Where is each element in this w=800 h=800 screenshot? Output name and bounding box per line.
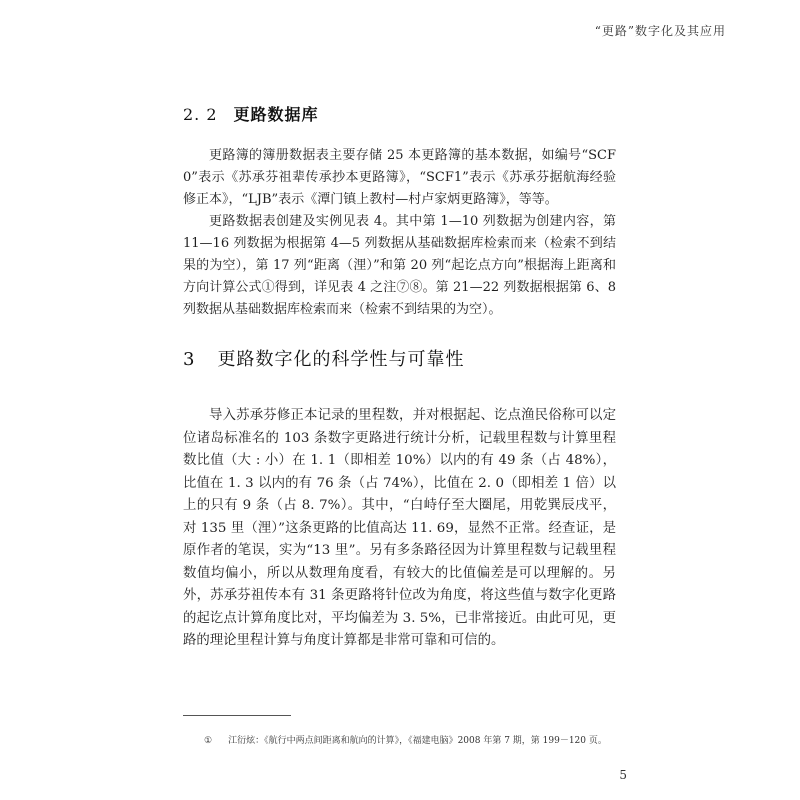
paragraph-reliability: 导入苏承芬修正本记录的里程数，并对根据起、讫点渔民俗称可以定位诸岛标准名的 103 条数字更路进行统计分析，记载里程数与计算里程数比值（大 : 小）在 1. 1（即相差 10%）以内的有 49 条（占 48%），比值在 1. 3 以内的有 76 条（占 74%），比值在 2. 0（即相差 1 倍）以上的只有 9 条（占 8. 7%）。其中，“白峙仔至大圈尾，用乾巽辰戌平，对 135 里（浬）”这条更路的比值高达 11. 69，显然不正常。经查证，是原作者的笔误，实为“13 里”。另有多条路径因为计算里程数与记载里程数值均偏小，所以从数理角度看，有较大的比值偏差是可以理解的。另外，苏承芬祖传本有 31 条更路将针位改为角度，将这些值与数字化更路的起讫点计算角度比对，平均偏差为 3. 5%，已非常接近。由此可见，更路的理论里程计算与角度计算都是非常可靠和可信的。 xyxy=(183,408,616,648)
section-title: 更路数字化的科学性与可靠性 xyxy=(217,349,465,370)
section-title: 更路数据库 xyxy=(233,105,319,124)
footnote xyxy=(204,733,607,746)
section-number: 2. 2 xyxy=(183,105,218,124)
footnote-text: 江衍炫：《航行中两点间距离和航向的计算》，《福建电脑》2008 年第 7 期，第 199－120 页。 xyxy=(228,736,607,746)
paragraph-database-routes: 更路数据表创建及实例见表 4。其中第 1—10 列数据为创建内容，第 11—16 列数据为根据第 4—5 列数据从基础数据库检索而来（检索不到结果的为空），第 17 列“距离（浬）”和第 20 列“起讫点方向”根据海上距离和方向计算公式①得到，详见表 4 之注⑦⑧。第 21—22 列数据根据第 6、8 列数据从基础数据库检索而来（检索不到结果的为空）。 xyxy=(183,214,616,317)
running-header: “更路”数字化及其应用 xyxy=(594,24,726,38)
section-heading-3 xyxy=(183,345,464,371)
footnote-divider xyxy=(183,715,291,716)
section-heading-2-2 xyxy=(183,102,319,125)
paragraph-database-books: 更路簿的簿册数据表主要存储 25 本更路簿的基本数据，如编号“SCF0”表示《苏承芬祖辈传承抄本更路簿》，“SCF1”表示《苏承芬据航海经验修正本》，“LJB”表示《潭门镇上教村—村卢家炳更路簿》，等等。 xyxy=(183,148,616,207)
page-number: 5 xyxy=(619,768,627,782)
footnote-mark: ① xyxy=(204,736,213,746)
section-number: 3 xyxy=(183,349,196,370)
